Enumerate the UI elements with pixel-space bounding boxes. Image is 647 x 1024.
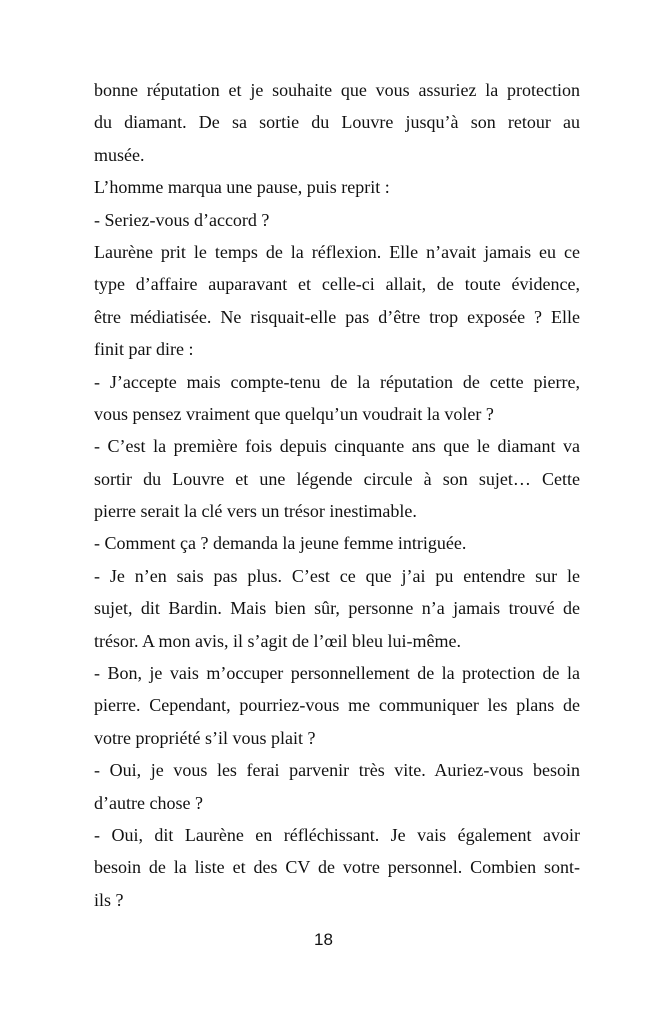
text-line: L’homme marqua une pause, puis reprit : xyxy=(94,177,390,198)
text-line: sortir du Louvre et une légende circule à son sujet… Cette xyxy=(94,468,580,489)
page-number: 18 xyxy=(314,930,333,949)
text-line: Laurène prit le temps de la réflexion. Elle n’avait jamais eu ce xyxy=(94,241,580,262)
text-line: pierre serait la clé vers un trésor inestimable. xyxy=(94,501,417,522)
text-line: musée. xyxy=(94,144,145,165)
text-line: trésor. A mon avis, il s’agit de l’œil bleu lui-même. xyxy=(94,630,461,651)
text-line: - Oui, je vous les ferai parvenir très vite. Auriez-vous besoin xyxy=(94,760,580,781)
text-line: - Oui, dit Laurène en réfléchissant. Je vais également avoir xyxy=(94,824,580,845)
text-line: ils ? xyxy=(94,889,124,910)
text-line: - Bon, je vais m’occuper personnellement de la protection de la xyxy=(94,663,580,684)
text-line: pierre. Cependant, pourriez-vous me communiquer les plans de xyxy=(94,695,580,716)
text-line: sujet, dit Bardin. Mais bien sûr, personne n’a jamais trouvé de xyxy=(94,598,580,619)
body-text xyxy=(94,74,580,916)
text-line: - Comment ça ? demanda la jeune femme intriguée. xyxy=(94,533,467,554)
text-line: finit par dire : xyxy=(94,339,194,360)
text-line: - J’accepte mais compte-tenu de la réputation de cette pierre, xyxy=(94,371,580,392)
text-line: - Seriez-vous d’accord ? xyxy=(94,209,270,230)
text-line: bonne réputation et je souhaite que vous assuriez la protection xyxy=(94,80,580,100)
text-line: d’autre chose ? xyxy=(94,792,203,813)
text-line: votre propriété s’il vous plait ? xyxy=(94,727,316,748)
text-line: - Je n’en sais pas plus. C’est ce que j’ai pu entendre sur le xyxy=(94,565,580,586)
text-line: du diamant. De sa sortie du Louvre jusqu’à son retour au xyxy=(94,112,580,133)
text-line: besoin de la liste et des CV de votre personnel. Combien sont- xyxy=(94,857,580,878)
text-line: type d’affaire auparavant et celle-ci allait, de toute évidence, xyxy=(94,274,580,295)
text-line: être médiatisée. Ne risquait-elle pas d’être trop exposée ? Elle xyxy=(94,306,580,327)
text-line: - C’est la première fois depuis cinquante ans que le diamant va xyxy=(94,436,580,457)
text-line: vous pensez vraiment que quelqu’un voudrait la voler ? xyxy=(94,403,494,424)
